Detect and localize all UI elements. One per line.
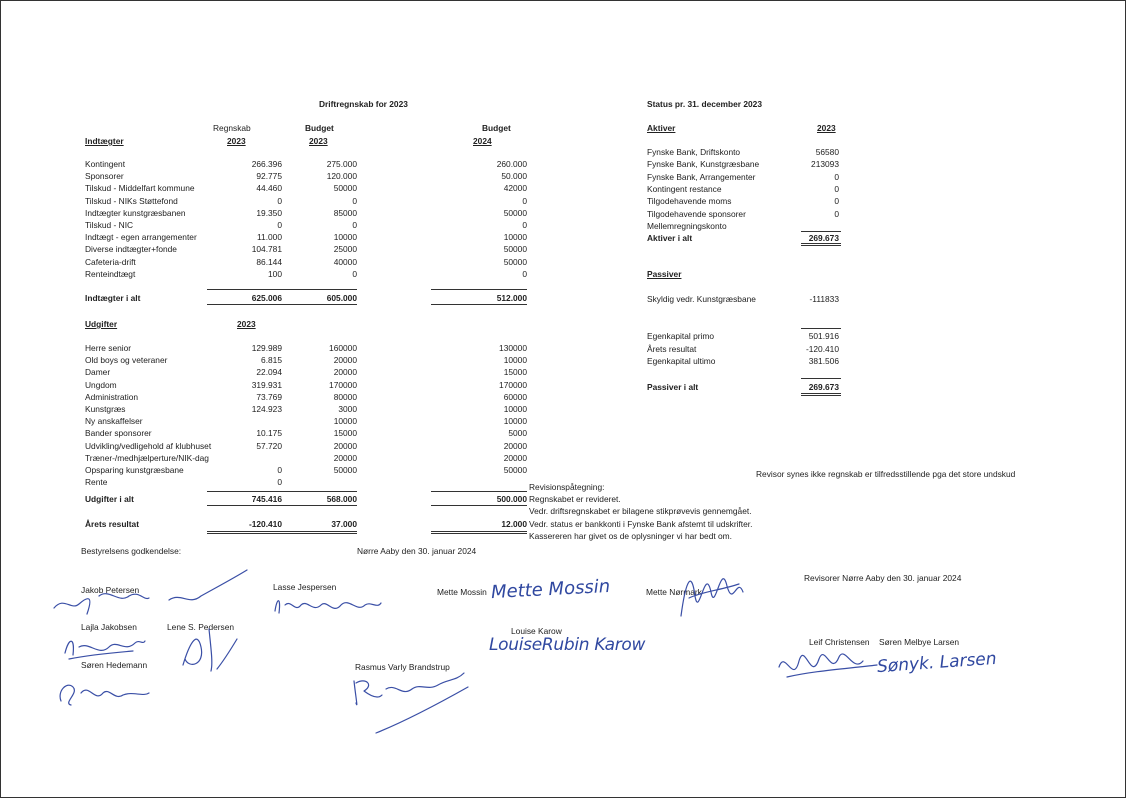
asset-row-label: Fynske Bank, Driftskonto [647, 147, 741, 157]
expense-row-r2023: 10.175 [256, 428, 282, 439]
signature-jakob [49, 566, 259, 621]
asset-row-value: 0 [834, 183, 839, 194]
signature-lajla [59, 629, 149, 665]
expense-row-b2023: 50000 [333, 465, 357, 475]
expense-row-b2023: 20000 [333, 440, 357, 451]
expense-row-b2024: 10000 [503, 416, 527, 427]
income-row-b2024: 42000 [503, 183, 527, 194]
income-row-b2023: 50000 [333, 183, 357, 194]
expense-row-r2023: 22.094 [256, 367, 282, 378]
asset-row-label: Tilgodehavende sponsorer [647, 208, 746, 219]
equity-row-label: Egenkapital primo [647, 331, 715, 341]
income-heading: Indtægter [85, 136, 124, 146]
expense-row-label: Administration [85, 391, 139, 402]
signatory-mette-normark: Mette Nørmark [646, 587, 702, 597]
expense-row-r2023: 0 [277, 465, 282, 475]
signature-mette-mossin: Mette Mossin [490, 575, 611, 604]
expense-row-b2023: 15000 [333, 428, 357, 439]
expense-row-b2024: 15000 [503, 367, 527, 378]
signatory-jakob: Jakob Petersen [81, 585, 140, 595]
revisor-note: Revisor synes ikke regnskab er tilfredsstillende pga det store undskud [756, 469, 1016, 479]
liability-total-value: 269.673 [808, 382, 839, 392]
asset-row-label: Kontingent restance [647, 183, 722, 194]
income-row-b2023: 0 [352, 195, 357, 206]
result-r2023: -120.410 [248, 519, 282, 529]
expense-row-b2024: 10000 [503, 404, 527, 414]
result-b2023: 37.000 [331, 519, 357, 529]
income-row-label: Kontingent [85, 159, 126, 169]
income-row-b2024: 50.000 [501, 171, 527, 182]
income-row-label: Diverse indtægter+fonde [85, 244, 177, 255]
income-row-r2023: 19.350 [256, 207, 282, 218]
year-budget-2024: 2024 [473, 136, 492, 146]
income-row-label: Tilskud - NIKs Støttefond [85, 195, 178, 206]
income-row-b2024: 0 [522, 268, 527, 279]
income-row-b2023: 25000 [333, 244, 357, 255]
signatory-rasmus: Rasmus Varly Brandstrup [355, 662, 450, 672]
equity-row-label: Egenkapital ultimo [647, 356, 716, 366]
expense-row-b2023: 3000 [338, 404, 357, 414]
expense-heading: Udgifter [85, 319, 118, 329]
expense-row-b2024: 170000 [499, 379, 527, 390]
expense-row-b2024: 10000 [503, 355, 527, 366]
expense-total-b2024: 500.000 [496, 494, 527, 504]
income-row-r2023: 92.775 [256, 171, 282, 182]
year-budget-2023: 2023 [309, 136, 328, 146]
col-header-budget-2023: Budget [305, 123, 334, 133]
income-row-label: Tilskud - Middelfart kommune [85, 183, 195, 194]
asset-row-value: 0 [834, 208, 839, 219]
expense-row-r2023: 73.769 [256, 391, 282, 402]
income-row-r2023: 266.396 [251, 159, 282, 169]
income-row-b2023: 40000 [333, 256, 357, 267]
board-approval-date: Nørre Aaby den 30. januar 2024 [357, 546, 477, 556]
income-row-r2023: 86.144 [256, 256, 282, 267]
asset-row-value: 213093 [811, 159, 839, 170]
signature-lasse [271, 591, 386, 621]
expense-row-b2024: 5000 [508, 428, 527, 439]
asset-row-value: 0 [834, 171, 839, 182]
income-row-label: Cafeteria-drift [85, 256, 136, 267]
income-row-b2024: 50000 [503, 244, 527, 255]
audit-line: Vedr. status er bankkonti i Fynske Bank afstemt til udskrifter. [529, 518, 753, 529]
signature-soren-melbye: Sønyk. Larsen [876, 648, 998, 678]
income-row-b2024: 0 [522, 220, 527, 230]
expense-row-label: Træner-/medhjælperture/NIK-dag [85, 452, 209, 463]
signatory-lene: Lene S. Pedersen [167, 622, 235, 632]
board-approval-label: Bestyrelsens godkendelse: [81, 546, 182, 556]
liability-label: Skyldig vedr. Kunstgræsbane [647, 294, 756, 304]
expense-row-label: Damer [85, 367, 111, 378]
col-header-regnskab: Regnskab [213, 123, 251, 133]
income-row-b2023: 275.000 [326, 159, 357, 169]
income-row-label: Indtægt - egen arrangementer [85, 232, 197, 243]
expense-row-b2023: 80000 [333, 391, 357, 402]
income-row-label: Indtægter kunstgræsbanen [85, 207, 186, 218]
status-title: Status pr. 31. december 2023 [647, 99, 762, 109]
expense-row-r2023: 129.989 [251, 343, 282, 353]
expense-row-label: Rente [85, 477, 108, 488]
expense-row-b2024: 60000 [503, 391, 527, 402]
income-row-b2023: 10000 [333, 232, 357, 243]
income-row-b2024: 10000 [503, 232, 527, 243]
income-row-b2023: 85000 [333, 207, 357, 218]
expense-row-b2023: 20000 [333, 452, 357, 463]
audit-line: Vedr. driftsregnskabet er bilagene stikprøvevis gennemgået. [529, 506, 752, 517]
signatory-mette-mossin: Mette Mossin [437, 587, 487, 597]
signature-lene [171, 619, 241, 674]
equity-row-value: 381.506 [808, 356, 839, 366]
expense-row-r2023: 0 [277, 477, 282, 488]
expense-row-r2023: 124.923 [251, 404, 282, 414]
expense-total-r2023: 745.416 [251, 494, 282, 504]
liabilities-heading: Passiver [647, 269, 682, 279]
expense-row-label: Old boys og veteraner [85, 355, 168, 366]
signatory-soren-hedemann: Søren Hedemann [81, 660, 148, 670]
asset-row-label: Tilgodehavende moms [647, 196, 732, 207]
income-row-r2023: 100 [268, 268, 282, 279]
audit-line: Revisionspåtegning: [529, 482, 605, 492]
income-row-b2024: 50000 [503, 207, 527, 218]
income-row-label: Renteindtægt [85, 268, 136, 279]
equity-row-label: Årets resultat [647, 343, 697, 354]
income-row-r2023: 0 [277, 220, 282, 230]
assets-heading: Aktiver [647, 123, 676, 133]
income-row-b2024: 50000 [503, 256, 527, 267]
result-b2024: 12.000 [501, 519, 527, 529]
expense-row-label: Opsparing kunstgræsbane [85, 465, 184, 475]
asset-row-label: Fynske Bank, Kunstgræsbane [647, 159, 760, 170]
asset-row-value: 0 [834, 196, 839, 207]
expense-row-r2023: 6.815 [261, 355, 282, 366]
drift-title: Driftregnskab for 2023 [319, 99, 408, 109]
liability-total-label: Passiver i alt [647, 382, 699, 392]
expense-row-b2023: 20000 [333, 367, 357, 378]
income-row-b2024: 0 [522, 195, 527, 206]
asset-row-value: 56580 [815, 147, 839, 157]
income-total-b2023: 605.000 [326, 293, 357, 303]
signature-leif [773, 631, 883, 691]
income-row-r2023: 0 [277, 195, 282, 206]
audit-line: Kassereren har givet os de oplysninger vi har bedt om. [529, 530, 732, 541]
audit-line: Regnskabet er revideret. [529, 494, 621, 505]
asset-row-label: Mellemregningskonto [647, 220, 727, 231]
income-row-b2023: 0 [352, 220, 357, 230]
result-label: Årets resultat [85, 519, 139, 529]
signature-rasmus [346, 669, 476, 739]
income-row-r2023: 104.781 [251, 244, 282, 255]
expense-row-label: Udvikling/vedligehold af klubhuset [85, 440, 212, 451]
expense-row-label: Ny anskaffelser [85, 416, 143, 427]
signature-louise: LouiseRubin Karow [489, 635, 646, 655]
equity-row-value: 501.916 [808, 331, 839, 341]
expense-row-b2023: 170000 [329, 379, 357, 390]
expense-row-label: Bander sponsorer [85, 428, 152, 439]
income-row-b2023: 0 [352, 268, 357, 279]
expense-row-b2023: 10000 [333, 416, 357, 427]
income-row-b2024: 260.000 [496, 159, 527, 169]
expense-row-b2024: 20000 [503, 440, 527, 451]
income-row-label: Tilskud - NIC [85, 220, 134, 230]
expense-row-r2023: 319.931 [251, 379, 282, 390]
income-total-r2023: 625.006 [251, 293, 282, 303]
liability-value: -111833 [809, 294, 839, 304]
income-row-r2023: 44.460 [256, 183, 282, 194]
expense-row-b2024: 20000 [503, 452, 527, 463]
expense-row-label: Kunstgræs [85, 404, 126, 414]
expense-row-r2023: 57.720 [256, 440, 282, 451]
expense-row-b2024: 130000 [499, 343, 527, 353]
income-total-b2024: 512.000 [496, 293, 527, 303]
expense-total-label: Udgifter i alt [85, 494, 134, 504]
income-row-r2023: 11.000 [257, 232, 282, 243]
signatory-lajla: Lajla Jakobsen [81, 622, 137, 632]
expense-row-b2023: 20000 [333, 355, 357, 366]
expense-row-label: Ungdom [85, 379, 117, 390]
expense-total-b2023: 568.000 [326, 494, 357, 504]
expense-row-b2023: 160000 [329, 343, 357, 353]
signatory-soren-melbye: Søren Melbye Larsen [879, 637, 960, 647]
expense-row-label: Herre senior [85, 343, 132, 353]
signature-mette-normark [671, 556, 751, 626]
signatory-louise: Louise Karow [511, 626, 562, 636]
income-total-label: Indtægter i alt [85, 293, 141, 303]
signatory-leif: Leif Christensen [809, 637, 870, 647]
auditors-date: Revisorer Nørre Aaby den 30. januar 2024 [804, 573, 962, 583]
asset-total-value: 269.673 [808, 233, 839, 243]
equity-row-value: -120.410 [805, 343, 839, 354]
col-header-budget-2024: Budget [482, 123, 511, 133]
expense-year: 2023 [237, 319, 256, 329]
income-row-b2023: 120.000 [326, 171, 357, 182]
expense-row-b2024: 50000 [503, 465, 527, 475]
asset-row-label: Fynske Bank, Arrangementer [647, 171, 756, 182]
signature-soren-hedemann [53, 673, 153, 711]
status-year: 2023 [817, 123, 836, 133]
year-regnskab: 2023 [227, 136, 246, 146]
asset-total-label: Aktiver i alt [647, 233, 693, 243]
income-row-label: Sponsorer [85, 171, 124, 182]
signatory-lasse: Lasse Jespersen [273, 582, 337, 592]
